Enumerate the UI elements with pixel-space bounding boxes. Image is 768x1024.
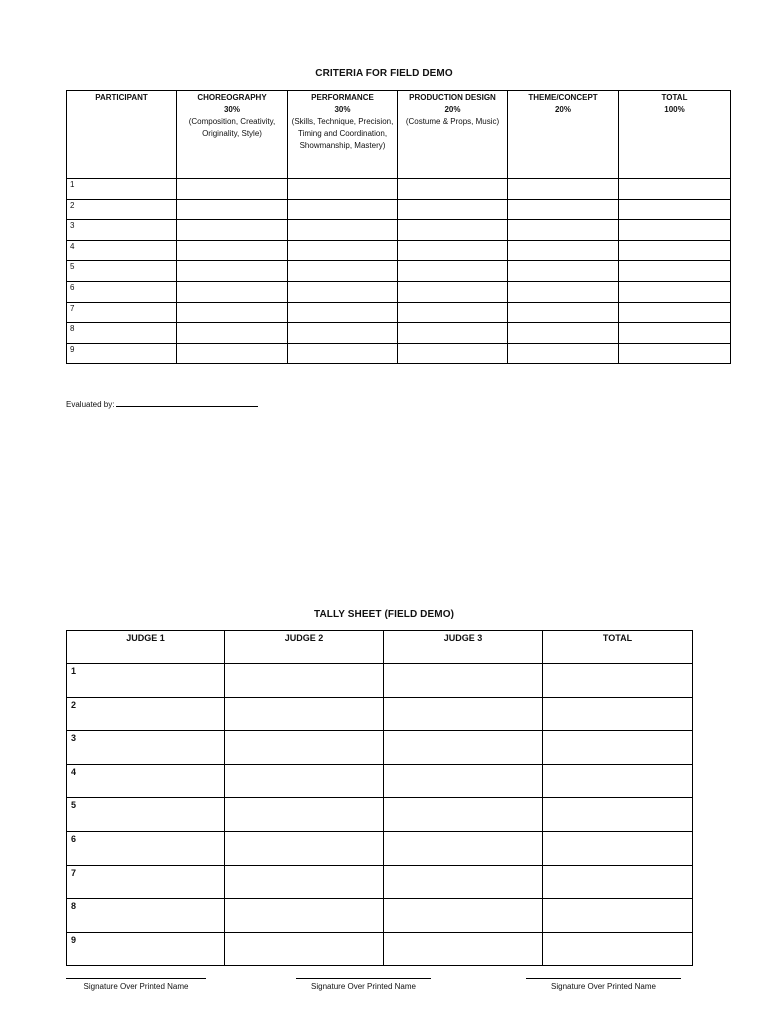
tally-title: TALLY SHEET (FIELD DEMO)	[314, 609, 454, 620]
criteria-header-row	[67, 91, 731, 179]
score-cell[interactable]	[619, 261, 731, 282]
tally-score-cell[interactable]	[225, 932, 384, 966]
score-cell[interactable]	[398, 281, 508, 302]
score-cell[interactable]	[288, 343, 398, 364]
participant-row	[67, 179, 731, 200]
score-cell[interactable]	[508, 179, 619, 200]
score-cell[interactable]	[398, 220, 508, 241]
score-cell[interactable]	[288, 179, 398, 200]
tally-row	[67, 865, 693, 899]
criteria-title: CRITERIA FOR FIELD DEMO	[315, 68, 453, 79]
score-cell[interactable]	[619, 302, 731, 323]
tally-score-cell[interactable]	[225, 899, 384, 933]
score-cell[interactable]	[508, 220, 619, 241]
tally-score-cell[interactable]	[384, 932, 543, 966]
column-header-tally-total: TOTAL	[543, 631, 693, 664]
score-cell[interactable]	[398, 302, 508, 323]
column-label: PERFORMANCE	[311, 93, 374, 102]
score-cell[interactable]	[398, 199, 508, 220]
column-header-judge-3: JUDGE 3	[384, 631, 543, 664]
tally-score-cell[interactable]	[543, 731, 693, 765]
score-cell[interactable]	[177, 179, 288, 200]
signature-label: Signature Over Printed Name	[83, 982, 189, 991]
participant-number: 7	[67, 302, 177, 323]
tally-score-cell[interactable]	[543, 932, 693, 966]
score-cell[interactable]	[288, 281, 398, 302]
tally-score-cell[interactable]	[543, 899, 693, 933]
column-header-choreography	[177, 91, 288, 179]
participant-number: 9	[67, 343, 177, 364]
column-weight: 100%	[664, 105, 685, 114]
column-label: CHOREOGRAPHY	[197, 93, 267, 102]
signature-block-3	[526, 968, 681, 991]
tally-score-cell[interactable]	[384, 664, 543, 698]
signature-label: Signature Over Printed Name	[311, 982, 416, 991]
score-cell[interactable]	[508, 302, 619, 323]
signature-line[interactable]	[526, 968, 681, 979]
participant-row	[67, 281, 731, 302]
tally-score-cell[interactable]	[543, 697, 693, 731]
tally-score-cell[interactable]	[543, 831, 693, 865]
column-header-theme-concept	[508, 91, 619, 179]
tally-score-cell[interactable]	[384, 798, 543, 832]
participant-row	[67, 323, 731, 344]
tally-row	[67, 697, 693, 731]
score-cell[interactable]	[508, 240, 619, 261]
tally-score-cell[interactable]	[225, 697, 384, 731]
tally-score-cell[interactable]	[225, 664, 384, 698]
participant-row	[67, 220, 731, 241]
score-cell[interactable]	[619, 281, 731, 302]
column-label: PRODUCTION DESIGN	[409, 93, 496, 102]
column-label: THEME/CONCEPT	[528, 93, 598, 102]
participant-number: 6	[67, 281, 177, 302]
participant-number: 4	[67, 240, 177, 261]
tally-score-cell[interactable]	[225, 731, 384, 765]
tally-row	[67, 731, 693, 765]
column-weight: 30%	[334, 105, 351, 114]
tally-score-cell[interactable]	[225, 764, 384, 798]
score-cell[interactable]	[508, 199, 619, 220]
tally-score-cell[interactable]	[543, 664, 693, 698]
tally-score-cell[interactable]	[384, 831, 543, 865]
tally-row	[67, 764, 693, 798]
signature-block-2	[296, 968, 431, 991]
column-label: PARTICIPANT	[95, 93, 148, 102]
score-cell[interactable]	[619, 220, 731, 241]
signature-block-1	[66, 968, 206, 991]
participant-row	[67, 199, 731, 220]
participant-number: 8	[67, 323, 177, 344]
column-header-judge-2: JUDGE 2	[225, 631, 384, 664]
column-description: (Skills, Technique, Precision, Timing and Coordination, Showmanship, Mastery)	[291, 117, 394, 150]
participant-row	[67, 343, 731, 364]
score-cell[interactable]	[288, 302, 398, 323]
tally-row-number[interactable]: 9	[67, 932, 225, 966]
tally-row-number[interactable]: 3	[67, 731, 225, 765]
signature-line[interactable]	[296, 968, 431, 979]
tally-score-cell[interactable]	[225, 798, 384, 832]
tally-row	[67, 831, 693, 865]
tally-score-cell[interactable]	[543, 865, 693, 899]
score-cell[interactable]	[177, 220, 288, 241]
score-cell[interactable]	[508, 343, 619, 364]
tally-score-cell[interactable]	[384, 731, 543, 765]
tally-row	[67, 798, 693, 832]
tally-row-number[interactable]: 8	[67, 899, 225, 933]
tally-score-cell[interactable]	[225, 865, 384, 899]
score-cell[interactable]	[508, 323, 619, 344]
score-cell[interactable]	[288, 323, 398, 344]
score-cell[interactable]	[398, 240, 508, 261]
tally-row-number[interactable]: 2	[67, 697, 225, 731]
score-cell[interactable]	[619, 343, 731, 364]
tally-row-number[interactable]: 5	[67, 798, 225, 832]
score-cell[interactable]	[398, 323, 508, 344]
tally-row	[67, 932, 693, 966]
participant-number: 3	[67, 220, 177, 241]
criteria-table	[66, 90, 731, 364]
tally-score-cell[interactable]	[543, 764, 693, 798]
score-cell[interactable]	[177, 281, 288, 302]
tally-score-cell[interactable]	[543, 798, 693, 832]
tally-row	[67, 664, 693, 698]
tally-row-number[interactable]: 1	[67, 664, 225, 698]
score-cell[interactable]	[288, 199, 398, 220]
tally-row-number[interactable]: 4	[67, 764, 225, 798]
column-weight: 20%	[444, 105, 461, 114]
score-cell[interactable]	[508, 261, 619, 282]
tally-score-cell[interactable]	[384, 697, 543, 731]
column-header-production-design	[398, 91, 508, 179]
score-cell[interactable]	[398, 261, 508, 282]
column-description: (Composition, Creativity, Originality, Style)	[188, 117, 276, 138]
score-cell[interactable]	[288, 240, 398, 261]
signature-line[interactable]	[66, 968, 206, 979]
score-cell[interactable]	[619, 323, 731, 344]
participant-row	[67, 240, 731, 261]
evaluated-by-field	[66, 398, 258, 409]
score-cell[interactable]	[398, 179, 508, 200]
score-cell[interactable]	[508, 281, 619, 302]
score-cell[interactable]	[177, 302, 288, 323]
score-cell[interactable]	[619, 179, 731, 200]
tally-row-number[interactable]: 6	[67, 831, 225, 865]
signature-label: Signature Over Printed Name	[551, 982, 656, 991]
tally-score-cell[interactable]	[384, 865, 543, 899]
score-cell[interactable]	[288, 220, 398, 241]
tally-score-cell[interactable]	[225, 831, 384, 865]
tally-header-row	[67, 631, 693, 664]
participant-number: 5	[67, 261, 177, 282]
column-header-participant	[67, 91, 177, 179]
tally-row	[67, 899, 693, 933]
score-cell[interactable]	[619, 240, 731, 261]
column-header-total	[619, 91, 731, 179]
score-cell[interactable]	[619, 199, 731, 220]
column-description: (Costume & Props, Music)	[405, 117, 500, 126]
score-cell[interactable]	[177, 343, 288, 364]
tally-score-cell[interactable]	[384, 899, 543, 933]
column-weight: 30%	[223, 105, 240, 114]
score-cell[interactable]	[177, 261, 288, 282]
column-header-judge-1: JUDGE 1	[67, 631, 225, 664]
evaluated-by-line[interactable]	[116, 398, 258, 407]
score-cell[interactable]	[288, 261, 398, 282]
tally-row-number[interactable]: 7	[67, 865, 225, 899]
score-cell[interactable]	[177, 323, 288, 344]
column-header-performance	[288, 91, 398, 179]
tally-score-cell[interactable]	[384, 764, 543, 798]
column-weight: 20%	[554, 105, 571, 114]
participant-number: 2	[67, 199, 177, 220]
score-cell[interactable]	[177, 199, 288, 220]
participant-row	[67, 302, 731, 323]
participant-number: 1	[67, 179, 177, 200]
tally-table	[66, 630, 693, 966]
column-label: TOTAL	[661, 93, 688, 102]
score-cell[interactable]	[177, 240, 288, 261]
evaluated-by-label: Evaluated by:	[66, 400, 115, 409]
participant-row	[67, 261, 731, 282]
score-cell[interactable]	[398, 343, 508, 364]
